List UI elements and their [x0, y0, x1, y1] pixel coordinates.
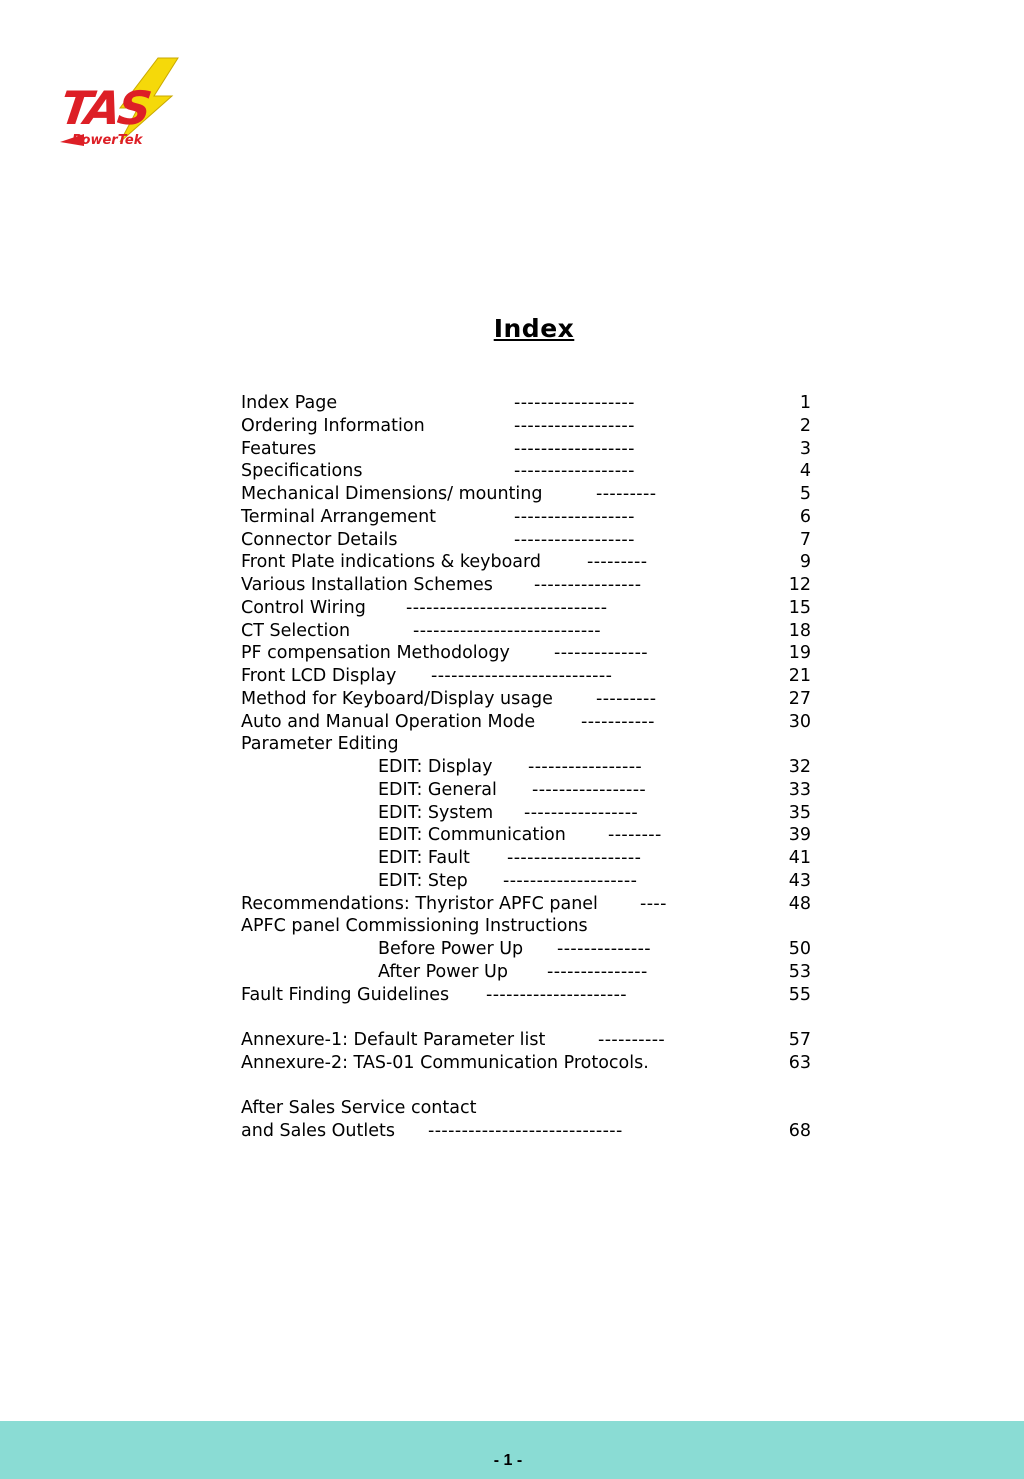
toc-entry [241, 1120, 821, 1143]
toc-entry-label: Specifications [241, 461, 363, 482]
toc-entry-label: and Sales Outlets [241, 1121, 395, 1141]
toc-entry-leader: --------- [587, 552, 648, 573]
toc-entry [241, 438, 821, 461]
toc-entry-leader: ---------- [598, 1030, 666, 1050]
toc-entry-leader: --------------------- [486, 984, 628, 1005]
toc-entry-label: Ordering Information [241, 415, 425, 436]
toc-entry-leader: ------------------ [514, 506, 635, 527]
toc-entry-leader: -------------------- [503, 870, 638, 891]
toc-entry [241, 506, 821, 529]
footer-band [0, 1421, 1024, 1479]
toc-entry-page: 1 [799, 393, 811, 413]
toc-entry [241, 733, 821, 756]
toc-entry-page: 5 [799, 484, 811, 504]
toc-entry-page: 18 [788, 620, 811, 641]
toc-entry-page: 68 [788, 1121, 811, 1141]
page-title: Index [493, 314, 575, 343]
toc-entry [241, 779, 821, 802]
toc-entry-label: EDIT: Fault [378, 848, 470, 868]
toc-entry [241, 688, 821, 711]
toc-entry [241, 415, 821, 438]
toc-entry-leader: ------------------------------ [406, 597, 608, 618]
toc-entry-label: EDIT: Step [378, 870, 468, 891]
toc-entry-leader: -------------- [554, 643, 649, 664]
toc-entry-page: 30 [788, 711, 811, 732]
toc-entry [241, 802, 821, 825]
toc-entry [241, 597, 821, 620]
toc-entry-label: After Power Up [378, 961, 508, 982]
toc-entry-label: EDIT: Communication [378, 825, 566, 846]
toc-entry-label: Auto and Manual Operation Mode [241, 711, 536, 732]
toc-entry-label: PF compensation Methodology [241, 643, 510, 664]
toc-entry-label: Control Wiring [241, 597, 366, 618]
toc-entry-page: 27 [788, 688, 811, 709]
toc-entry-label: Annexure-2: TAS-01 Communication Protocols. [241, 1052, 649, 1073]
toc-entry-label: CT Selection [241, 620, 351, 641]
toc-entry-page: 9 [799, 552, 811, 573]
toc-entry-page: 21 [788, 666, 811, 686]
table-of-contents [241, 392, 821, 1143]
toc-spacer [241, 1006, 821, 1029]
toc-entry-page: 50 [788, 939, 811, 959]
toc-entry [241, 620, 821, 643]
toc-entry [241, 915, 821, 938]
toc-entry [241, 1029, 821, 1052]
page-number: - 1 - [493, 1452, 523, 1469]
toc-entry-label: Front LCD Display [241, 666, 397, 686]
toc-entry-page: 32 [788, 757, 811, 777]
toc-entry [241, 1097, 821, 1120]
toc-entry-label: Mechanical Dimensions/ mounting [241, 484, 543, 504]
toc-entry [241, 938, 821, 961]
toc-entry [241, 870, 821, 893]
toc-entry-page: 3 [799, 438, 811, 459]
toc-entry-leader: ------------------ [514, 415, 635, 436]
toc-entry-leader: ----------------- [532, 779, 647, 800]
toc-entry-leader: ------------------ [514, 461, 635, 482]
toc-entry-label: Various Installation Schemes [241, 575, 493, 595]
toc-entry-page: 12 [788, 575, 811, 595]
toc-entry-leader: ------------------ [514, 393, 635, 413]
toc-entry-label: Method for Keyboard/Display usage [241, 688, 553, 709]
toc-entry-page: 63 [788, 1052, 811, 1073]
toc-entry [241, 893, 821, 916]
toc-entry [241, 574, 821, 597]
toc-entry-leader: ---------------- [534, 575, 642, 595]
toc-spacer [241, 1075, 821, 1098]
toc-entry-leader: --------------------------- [431, 666, 613, 686]
toc-entry-label: Index Page [241, 393, 338, 413]
toc-entry-label: Front Plate indications & keyboard [241, 552, 542, 573]
toc-entry-label: Connector Details [241, 529, 398, 550]
toc-entry-leader: ---------------------------- [413, 620, 602, 641]
toc-entry-leader: ------------------ [514, 438, 635, 459]
toc-entry-label: Recommendations: Thyristor APFC panel [241, 893, 598, 914]
toc-entry-leader: --------- [596, 484, 657, 504]
toc-entry-page: 7 [799, 529, 811, 550]
toc-entry-label: APFC panel Commissioning Instructions [241, 916, 588, 937]
toc-entry [241, 392, 821, 415]
toc-entry-leader: ----------------------------- [428, 1121, 623, 1141]
toc-entry-leader: ------------------ [514, 529, 635, 550]
toc-entry-leader: -------------------- [507, 848, 642, 868]
toc-entry [241, 824, 821, 847]
toc-entry-page: 4 [799, 461, 811, 482]
toc-entry-page: 2 [799, 415, 811, 436]
toc-entry [241, 961, 821, 984]
toc-entry-label: EDIT: System [378, 802, 494, 823]
toc-entry-leader: -------------- [557, 939, 652, 959]
toc-entry [241, 460, 821, 483]
toc-entry [241, 756, 821, 779]
toc-entry-page: 19 [788, 643, 811, 664]
svg-text:PowerTek: PowerTek [72, 133, 143, 148]
toc-entry-page: 48 [788, 893, 811, 914]
toc-entry [241, 847, 821, 870]
toc-entry-page: 6 [799, 506, 811, 527]
toc-entry [241, 642, 821, 665]
toc-entry [241, 711, 821, 734]
toc-entry-label: EDIT: Display [378, 757, 493, 777]
toc-entry-leader: --------- [596, 688, 657, 709]
toc-entry-label: Features [241, 438, 317, 459]
toc-entry-leader: ----------------- [524, 802, 639, 823]
toc-entry-page: 15 [788, 597, 811, 618]
toc-entry [241, 483, 821, 506]
toc-entry-label: EDIT: General [378, 779, 497, 800]
toc-entry [241, 529, 821, 552]
toc-entry-label: Terminal Arrangement [241, 506, 437, 527]
toc-entry-page: 55 [788, 984, 811, 1005]
toc-entry [241, 665, 821, 688]
toc-entry [241, 1052, 821, 1075]
toc-entry-page: 53 [788, 961, 811, 982]
svg-text:TAS: TAS [56, 81, 152, 135]
toc-entry-leader: --------------- [547, 961, 648, 982]
toc-entry-label: Fault Finding Guidelines [241, 984, 450, 1005]
toc-entry-page: 33 [788, 779, 811, 800]
toc-entry-leader: ----------------- [528, 757, 643, 777]
toc-entry-leader: ---- [640, 893, 667, 914]
toc-entry-label: After Sales Service contact [241, 1098, 477, 1119]
toc-entry [241, 551, 821, 574]
toc-entry-leader: ----------- [581, 711, 655, 732]
toc-entry-page: 41 [788, 848, 811, 868]
toc-entry-page: 35 [788, 802, 811, 823]
tas-powertek-logo [54, 56, 186, 152]
toc-entry [241, 984, 821, 1007]
toc-entry-leader: -------- [608, 825, 662, 846]
toc-entry-page: 43 [788, 870, 811, 891]
toc-entry-label: Annexure-1: Default Parameter list [241, 1030, 546, 1050]
toc-entry-page: 57 [788, 1030, 811, 1050]
toc-entry-label: Before Power Up [378, 939, 524, 959]
toc-entry-label: Parameter Editing [241, 734, 399, 755]
toc-entry-page: 39 [788, 825, 811, 846]
